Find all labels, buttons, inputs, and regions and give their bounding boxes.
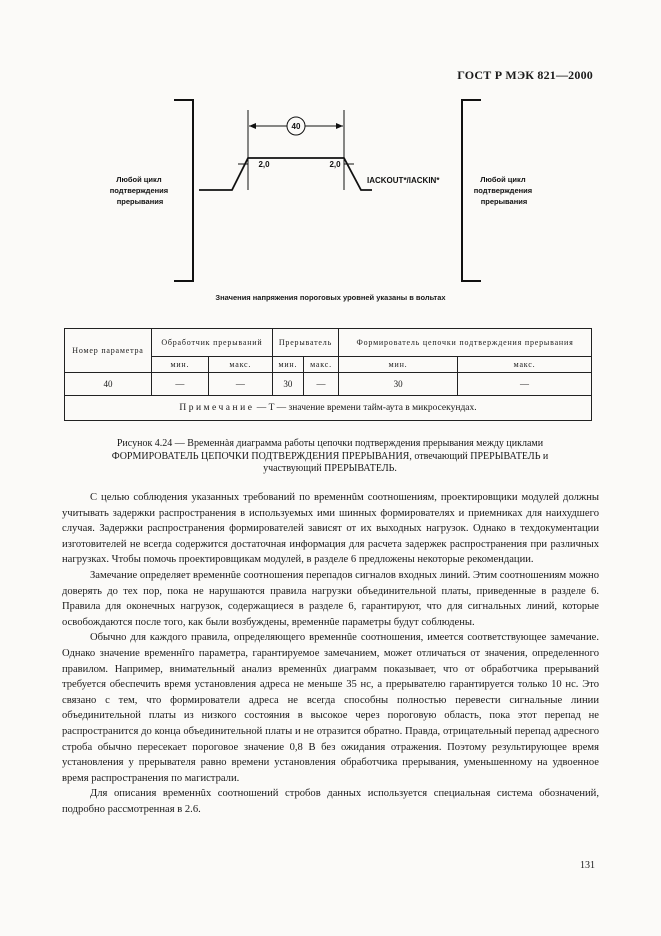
- arrow-left-icon: [249, 123, 256, 129]
- fall-time-label: 2,0: [329, 160, 341, 169]
- signal-name-label: IACKOUT*/IACKIN*: [367, 176, 440, 185]
- header-max: макс.: [303, 357, 338, 373]
- arrow-right-icon: [336, 123, 343, 129]
- table-note: [65, 396, 592, 421]
- table-cell: 30: [272, 373, 303, 396]
- header-max: макс.: [208, 357, 272, 373]
- dimension-40-label: 40: [291, 122, 301, 131]
- caption-line: Рисунок 4.24 — Временнàя диаграмма работы цепочки подтверждения прерывания между циклами: [116, 438, 544, 449]
- page-number: 131: [580, 860, 595, 871]
- diagram-note: Значения напряжения пороговых уровней указаны в вольтах: [215, 293, 446, 302]
- left-cycle-label: Любой цикл подтверждения прерывания: [109, 175, 169, 206]
- table-cell: —: [151, 373, 208, 396]
- table-cell: 30: [339, 373, 458, 396]
- header-min: мин.: [339, 357, 458, 373]
- header-max: макс.: [458, 357, 592, 373]
- table-cell: —: [303, 373, 338, 396]
- caption-line: ФОРМИРОВАТЕЛЬ ЦЕПОЧКИ ПОДТВЕРЖДЕНИЯ ПРЕРЫВАНИЯ, отвечающий ПРЕРЫВАТЕЛЬ и: [111, 450, 549, 462]
- header-min: мин.: [151, 357, 208, 373]
- table-row: [65, 373, 592, 396]
- caption-line: участвующий ПРЕРЫВАТЕЛЬ.: [263, 463, 397, 474]
- header-interrupt-handler: Обработчик прерываний: [151, 329, 272, 357]
- standard-designation: ГОСТ Р МЭК 821—2000: [457, 68, 593, 82]
- rise-time-label: 2,0: [258, 160, 270, 169]
- note-label: Примечание: [179, 403, 255, 413]
- note-text: — T — значение времени тайм-аута в микросекундах.: [254, 403, 477, 413]
- paragraph: С целью соблюдения указанных требований по временнûм соотношениям, проектировщики модулей должны учитывать задержки распространения в используемых ими шинных формирователях и приемниках для наихудшего случая. Задержки распространения формирователей зависят от их выходных нагрузок. Однако в техдокументации изготовителей не всегда содержится достаточная информация для расчета задержек распространения при различных нагрузках. Чтобы помочь проектировщикам модулей, в разделе 6 предложены некоторые рекомендации.: [62, 492, 599, 566]
- table-cell: —: [458, 373, 592, 396]
- header-iack-daisy-chain-driver: Формирователь цепочки подтверждения прерывания: [339, 329, 592, 357]
- header-param-number: Номер параметра: [65, 329, 152, 373]
- header-interrupter: Прерыватель: [272, 329, 338, 357]
- paragraph: Обычно для каждого правила, определяющего временнûе соотношения, имеется соответствующее замечание. Однако значение временнîго параметра, гарантируемое замечанием, может отличаться от значения, определенного правилом. Например, внимательный анализ временнûх диаграмм показывает, что от обработчика прерываний требуется обеспечить время установления адреса не меньше 35 нс, а прерывателю гарантируется только 10 нс. Это связано с тем, что формирователи адреса не всегда способны полностью перевести сигнальные линии объединительной платы из низкого состояния в высокое через пороговую область, пока этот перепад не распространится до конца объединительной платы и не отразится обратно. Правда, отрицательный перепад адресного строба обычно пересекает пороговое значение 0,8 В без ожидания отражения. Поэтому результирующее время установления у прерывателя равно времени установления обработчика прерывания, уменьшенному на удвоенное время распространения по магистрали.: [62, 632, 599, 784]
- paragraph: Замечание определяет временнûе соотношения перепадов сигналов входных линий. Этим соотношениям можно доверять до тех пор, пока не нарушаются правила нагрузки объединительной платы, приведенные в разделе 6. Правила для оконечных нагрузок, содержащиеся в разделе 6, гарантируют, что для сигнальных линий, которые освобождаются после того, как были возбуждены, временнûе параметры будут соблюдены.: [62, 569, 599, 628]
- left-bracket: [174, 100, 193, 281]
- header-min: мин.: [272, 357, 303, 373]
- body-text: [62, 490, 599, 817]
- timing-parameters-table: [64, 328, 592, 421]
- right-cycle-label: Любой цикл подтверждения прерывания: [473, 175, 533, 206]
- table-cell: —: [208, 373, 272, 396]
- table-cell: 40: [65, 373, 152, 396]
- signal-waveform: [199, 158, 372, 190]
- paragraph: Для описания временнûх соотношений стробов данных используется специальная система обозначений, подробно рассмотренная в 2.6.: [62, 788, 599, 815]
- timing-diagram: [0, 0, 661, 300]
- figure-caption: [70, 438, 590, 476]
